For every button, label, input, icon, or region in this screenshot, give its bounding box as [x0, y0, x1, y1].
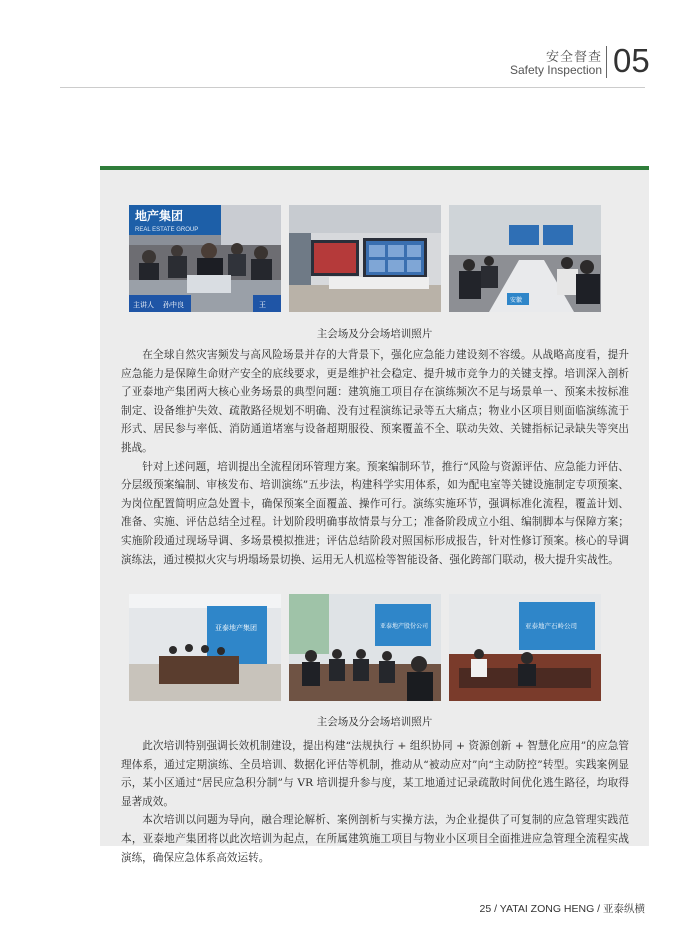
speaker-label: 主讲人	[133, 302, 154, 309]
paragraph: 此次培训特别强调长效机制建设，提出构建“法规执行 + 组织协同 + 资源创新 + 智慧化应用”的应急管理体系，通过定期演练、全员培训、数据化评估等机制，推动从“被动应对”向“主动防控”转型。实践案例显示，某小区通过“居民应急积分制”与 VR 培训提升参与度，某工地通过记录疏散时间优化逃生路径，均取得显著成效。	[121, 740, 629, 808]
speaker-label-right: 王	[259, 302, 266, 309]
paragraph: 针对上述问题，培训提出全流程闭环管理方案。预案编制环节，推行“风险与资源评估、应急能力评估、分层级预案编制、审核发布、培训演练”五步法，构建科学实用体系，如为配电室等关键设施制定专项预案、为岗位配置简明应急处置卡，确保预案全面覆盖、操作可行。演练实施环节，强调标准化流程，覆盖计划、准备、实施、评估总结全过程。计划阶段明确事故情景与分工；准备阶段成立小组、编制脚本与保障方案；实施阶段通过现场导调、多场景模拟推进；评估总结阶段对照国标形成报告，针对性修订预案。核心的导调演练法，通过模拟火灾与坍塌场景切换、运用无人机巡检等智能设备、强化跨部门联动，极大提升实战性。	[121, 460, 629, 566]
photo-caption-2: 主会场及分会场培训照片	[316, 716, 433, 728]
paragraph: 本次培训以问题为导向，融合理论解析、案例剖析与实操方法，为企业提供了可复制的应急管理实践范本，亚泰地产集团将以此次培训为起点，在所属建筑施工项目与物业小区项目全面推进应急管理全流程实战演练，确保应急体系高效运转。	[121, 814, 629, 864]
paragraph: 在全球自然灾害频发与高风险场景并存的大背景下，强化应急能力建设刻不容缓。从战略高度看，提升应急能力是保障生命财产安全的底线要求，更是维护社会稳定、提升城市竞争力的关键支撑。培训深入剖析了亚泰地产集团两大核心业务场景的典型问题：建筑施工项目存在演练频次不足与场景单一、预案未按标准制定、设备维护失效、疏散路径规划不明确、没有过程演练记录等五大痛点；物业小区项目则面临演练流于形式、居民参与率低、消防通道堵塞与设备超期服役、预案覆盖不全、联动失效、关键指标记录缺失等突出挑战。	[121, 349, 629, 454]
speaker-name: 孙中良	[163, 302, 184, 309]
section-title-en: Safety Inspection	[509, 63, 602, 77]
training-photo-meeting-table	[449, 205, 601, 312]
section-title-cn: 安全督查	[545, 49, 602, 64]
article-body-bottom	[121, 737, 629, 867]
header-divider	[606, 46, 607, 78]
training-photo-main-venue	[129, 205, 281, 312]
banner-text: 亚泰地产石岭公司	[525, 623, 577, 630]
page-footer: 25 / YATAI ZONG HENG / 亚泰纵横	[479, 903, 645, 915]
screen-text-cn: 地产集团	[135, 209, 184, 223]
banner-text: 亚泰地产集团	[215, 625, 257, 632]
photo-caption-1: 主会场及分会场培训照片	[316, 328, 433, 340]
training-photo-branch-room-2	[289, 594, 441, 701]
table-badge: 安徽	[510, 298, 523, 304]
section-number: 05	[613, 42, 650, 79]
banner-text: 亚泰地产股份公司	[380, 624, 429, 630]
article-body-top	[121, 346, 629, 569]
header-rule	[60, 87, 645, 88]
screen-text-en: REAL ESTATE GROUP	[135, 227, 199, 233]
training-photo-branch-room-3	[449, 594, 601, 701]
training-photo-video-conference	[289, 205, 441, 312]
training-photo-branch-room-1	[129, 594, 281, 701]
